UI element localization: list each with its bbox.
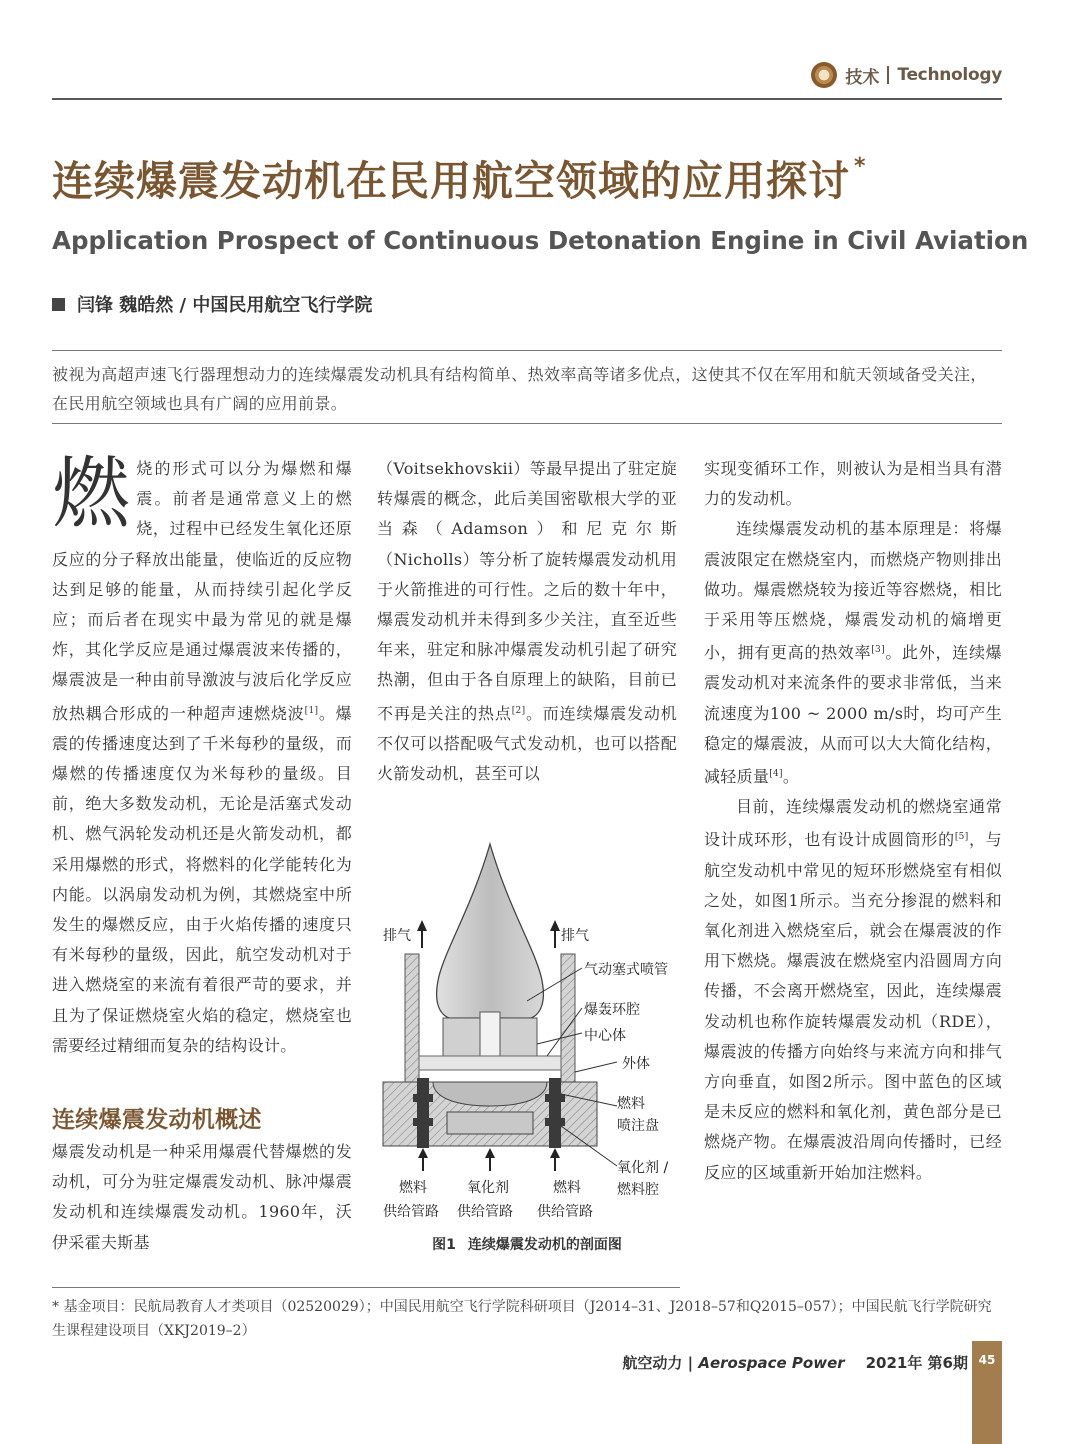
page-footer: 航空动力 | Aerospace Power 2021年 第6期 xyxy=(622,1354,968,1372)
journal-name-cn: 航空动力 xyxy=(622,1354,683,1372)
label-exhaust-left: 排气 xyxy=(383,928,411,944)
figure-1 xyxy=(377,836,682,1266)
label-detonation-chamber: 爆轰环腔 xyxy=(584,1002,640,1018)
engine-cross-section-diagram xyxy=(377,836,682,1231)
section-name-en: Technology xyxy=(897,65,1002,85)
label-fuel-injector-2: 喷注盘 xyxy=(617,1118,659,1134)
journal-name-en: Aerospace Power xyxy=(698,1354,845,1372)
label-oxidizer-1: 氧化剂 / xyxy=(617,1160,669,1176)
issue: 2021年 第6期 xyxy=(865,1354,968,1372)
section-heading: 连续爆震发动机概述 xyxy=(52,1107,262,1134)
label-ox-supply-2: 供给管路 xyxy=(457,1204,513,1220)
citation: [5] xyxy=(954,832,969,843)
label-fuel-supply-a-1: 燃料 xyxy=(399,1180,427,1196)
label-outer-body: 外体 xyxy=(622,1056,650,1072)
label-ox-supply-1: 氧化剂 xyxy=(467,1180,509,1196)
annular-chamber xyxy=(419,1056,561,1070)
footnote: * 基金项目：民航局教育人才类项目（02520029）；中国民用航空飞行学院科研项目（J2014–31、J2018–57和Q2015–057）；中国民航飞行学院研究生课程建设项目（XKJ2019–2） xyxy=(52,1299,992,1339)
authors-line xyxy=(52,291,372,317)
drop-cap: 燃 xyxy=(52,449,131,539)
title-footnote-mark: * xyxy=(854,154,867,179)
label-fuel-supply-b-1: 燃料 xyxy=(553,1180,581,1196)
figure-caption xyxy=(377,1234,677,1254)
article-title-cn: 连续爆震发动机在民用航空领域的应用探讨 * xyxy=(52,154,867,205)
page-number: 45 xyxy=(978,1353,996,1367)
header-rule xyxy=(52,98,1002,100)
abstract: 被视为高超声速飞行器理想动力的连续爆震发动机具有结构简单、热效率高等诸多优点，这使其不仅在军用和航天领域备受关注，在民用航空领域也具有广阔的应用前景。 xyxy=(52,365,987,413)
footnote-rule xyxy=(52,1287,680,1288)
abstract-rule-top xyxy=(52,350,1002,351)
journal-logo-icon xyxy=(811,62,837,88)
authors: 闫锋 魏皓然 / 中国民用航空飞行学院 xyxy=(77,295,373,316)
label-exhaust-right: 排气 xyxy=(561,928,589,944)
paragraph: （Voitsekhovskii）等最早提出了驻定旋转爆震的概念，此后美国密歇根大学的亚当森（Adamson）和尼克尔斯（Nicholls）等分析了旋转爆震发动机用于火箭推进的可行性。之后的数十年中，爆震发动机并未得到多少关注，直至近些年来，驻定和脉冲爆震发动机引起了研究热潮，但由于各自原理上的缺陷，目前已不再是关注的热点[2]。而连续爆震发动机不仅可以搭配吸气式发动机，也可以搭配火箭发动机，甚至可以 xyxy=(377,459,677,784)
square-bullet-icon xyxy=(52,298,65,311)
citation: [3] xyxy=(871,645,885,656)
plug-nozzle-cone xyxy=(437,844,544,1018)
body-column-3 xyxy=(704,454,1002,1188)
paragraph: 实现变循环工作，则被认为是相当具有潜力的发动机。 xyxy=(704,459,1002,509)
figure-title: 连续爆震发动机的剖面图 xyxy=(467,1237,622,1253)
outer-wall-left xyxy=(405,954,419,1082)
abstract-rule-bottom xyxy=(52,423,1002,424)
article-title-en: Application Prospect of Continuous Detonation Engine in Civil Aviation xyxy=(52,226,1029,255)
figure-number: 图1 xyxy=(432,1237,456,1253)
paragraph: 目前，连续爆震发动机的燃烧室通常设计成环形，也有设计成圆筒形的[5]，与航空发动机中常见的短环形燃烧室有相似之处，如图1所示。当充分掺混的燃料和氧化剂进入燃烧室后，就会在爆震波的作用下燃烧。爆震波在燃烧室内沿圆周方向传播，不会离开燃烧室，因此，连续爆震发动机也称作旋转爆震发动机（RDE），爆震波的传播方向始终与来流方向和排气方向垂直，如图2所示。图中蓝色的区域是未反应的燃料和氧化剂，黄色部分是已燃烧产物。在爆震波沿周向传播时，已经反应的区域重新开始加注燃料。 xyxy=(704,797,1002,1182)
section-tag xyxy=(811,62,1002,88)
label-oxidizer-2: 燃料腔 xyxy=(617,1182,659,1198)
label-plug-nozzle: 气动塞式喷管 xyxy=(584,962,668,978)
section-name-cn: 技术 xyxy=(845,67,880,88)
body-column-2 xyxy=(377,454,677,789)
label-center-body: 中心体 xyxy=(584,1028,626,1044)
citation: [2] xyxy=(511,705,526,716)
body-column-1 xyxy=(52,449,352,1258)
divider xyxy=(887,66,889,84)
label-fuel-supply-b-2: 供给管路 xyxy=(537,1204,593,1220)
paragraph: 燃烧的形式可以分为爆燃和爆震。前者是通常意义上的燃烧，过程中已经发生氧化还原反应的分子释放出能量，使临近的反应物达到足够的能量，从而持续引起化学反应；而后者在现实中最为常见的就是爆炸，其化学反应是通过爆震波来传播的，爆震波是一种由前导激波与波后化学反应放热耦合形成的一种超声速燃烧波[1]。爆震的传播速度达到了千米每秒的量级，而爆燃的传播速度仅为米每秒的量级。目前，绝大多数发动机，无论是活塞式发动机、燃气涡轮发动机还是火箭发动机，都采用爆燃的形式，将燃料的化学能转化为内能。以涡扇发动机为例，其燃烧室中所发生的爆燃反应，由于火焰传播的速度只有米每秒的量级，因此，航空发动机对于进入燃烧室的来流有着很严苛的要求，并且为了保证燃烧室火焰的稳定，燃烧室也需要经过精细而复杂的结构设计。 xyxy=(52,449,352,1055)
fuel-channel-left xyxy=(417,1078,429,1148)
paragraph: 爆震发动机是一种采用爆震代替爆燃的发动机，可分为驻定爆震发动机、脉冲爆震发动机和连续爆震发动机。1960年，沃伊采霍夫斯基 xyxy=(52,1142,352,1252)
page-number-tab xyxy=(972,1341,1002,1444)
fuel-channel-right xyxy=(549,1078,561,1148)
label-fuel-supply-a-2: 供给管路 xyxy=(383,1204,439,1220)
citation: [1] xyxy=(304,705,319,716)
paragraph: 连续爆震发动机的基本原理是：将爆震波限定在燃烧室内，而燃烧产物则排出做功。爆震燃烧较为接近等容燃烧，相比于采用等压燃烧，爆震发动机的熵增更小，拥有更高的热效率[3]。此外，连续爆震发动机对来流条件的要求非常低，当来流速度为100 ~ 2000 m/s时，均可产生稳定的爆震波，从而可以大大简化结构，减轻质量[4]。 xyxy=(704,519,1002,787)
citation: [4] xyxy=(769,769,783,780)
label-fuel-injector-1: 燃料 xyxy=(617,1096,645,1112)
